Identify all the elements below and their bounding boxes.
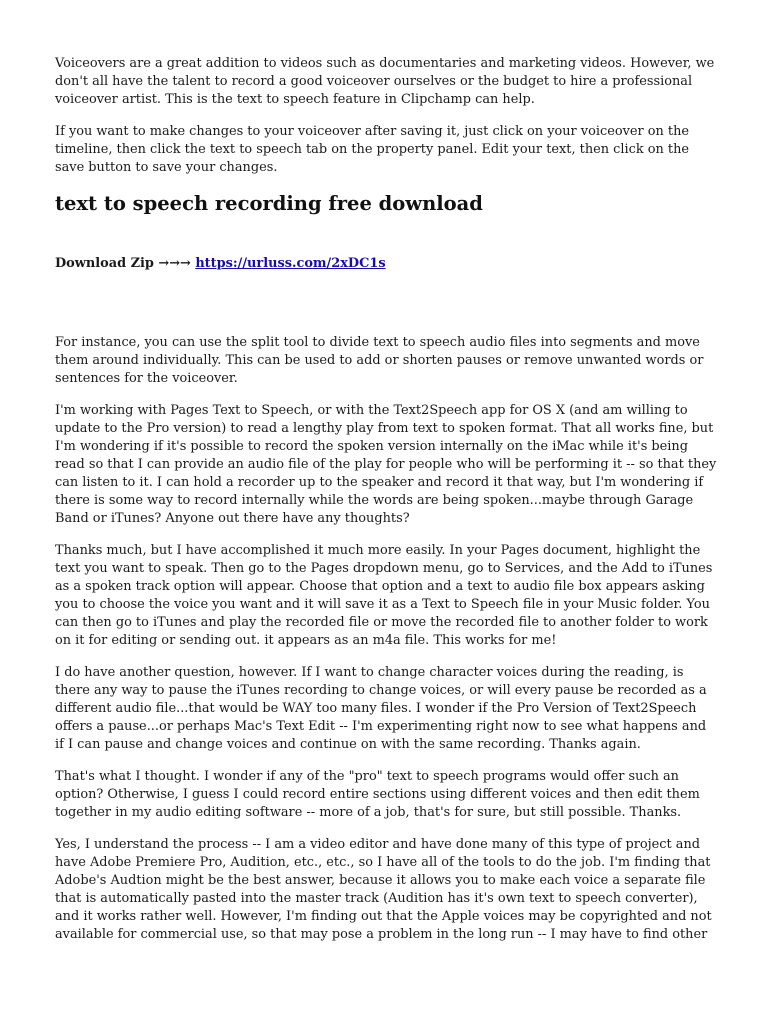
body-paragraph-5: That's what I thought. I wonder if any of the "pro" text to speech programs would offer such an option? Otherwise, I guess I could record entire sections using different voices and then edit them together in my audio editing software -- more of a job, that's for sure, but still possible. Thanks. [55,769,700,820]
body-paragraph-6: Yes, I understand the process -- I am a video editor and have done many of this type of project and have Adobe Premiere Pro, Audition, etc., etc., so I have all of the tools to do the job. I'm finding that Adobe's Audtion might be the best answer, because it allows you to make each voice a separate file that is automatically pasted into the master track (Audition has it's own text to speech converter), and it works rather well. However, I'm finding out that the Apple voices may be copyrighted and not available for commercial use, so that may pose a problem in the long run -- I may have to find other [55,837,712,942]
body-paragraph-3: Thanks much, but I have accomplished it much more easily. In your Pages document, highlight the text you want to speak. Then go to the Pages dropdown menu, go to Services, and the Add to iTunes as a spoken track option will appear. Choose that option and a text to audio file box appears asking you to choose the voice you want and it will save it as a Text to Speech file in your Music folder. You can then go to iTunes and play the recorded file or move the recorded file to another folder to work on it for editing or sending out. it appears as an m4a file. This works for me! [55,543,713,648]
intro-paragraph-1: Voiceovers are a great addition to videos such as documentaries and marketing videos. However, we don't all have the talent to record a good voiceover ourselves or the budget to hire a professional voiceover artist. This is the text to speech feature in Clipchamp can help. [55,56,715,107]
body-paragraph-1: For instance, you can use the split tool to divide text to speech audio files into segments and move them around individually. This can be used to add or shorten pauses or remove unwanted words or sentences for the voiceover. [55,335,704,386]
page-title: text to speech recording free download [55,192,483,215]
intro-paragraph-2: If you want to make changes to your voiceover after saving it, just click on your voiceover on the timeline, then click the text to speech tab on the property panel. Edit your text, then click on the save button to save your changes. [55,124,690,175]
document-page [55,55,717,958]
body-paragraph-4: I do have another question, however. If I want to change character voices during the reading, is there any way to pause the iTunes recording to change voices, or will every pause be recorded as a different audio file...that would be WAY too many files. I wonder if the Pro Version of Text2Speech offers a pause...or perhaps Mac's Text Edit -- I'm experimenting right now to see what happens and if I can pause and change voices and continue on with the same recording. Thanks again. [55,665,707,752]
download-line [55,255,717,273]
spacer [55,273,717,334]
body-paragraph-2: I'm working with Pages Text to Speech, or with the Text2Speech app for OS X (and am willing to update to the Pro version) to read a lengthy play from text to spoken format. That all works fine, but I'm wondering if it's possible to record the spoken version internally on the iMac while it's being read so that I can provide an audio file of the play for people who will be performing it -- so that they can listen to it. I can hold a recorder up to the speaker and record it that way, but I'm wondering if there is some way to record internally while the words are being spoken...maybe through Garage Band or iTunes? Anyone out there have any thoughts? [55,403,717,526]
download-link[interactable]: https://urluss.com/2xDC1s [195,256,386,271]
download-label: Download Zip →→→ [55,256,191,271]
